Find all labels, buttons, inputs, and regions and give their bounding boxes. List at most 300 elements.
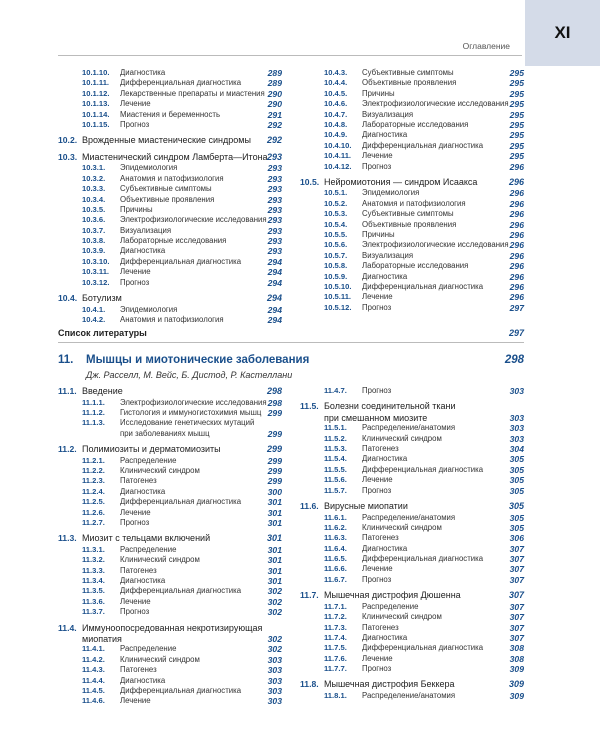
entry-title: Анатомия и патофизиология (120, 314, 224, 324)
entry-page: 307 (509, 632, 524, 643)
toc-entry-row[interactable] (58, 99, 282, 109)
entry-number: 10.4. (58, 293, 78, 304)
entry-number: 11.7.5. (324, 643, 347, 653)
entry-number: 11.3.6. (82, 596, 105, 606)
toc-entry-row[interactable] (300, 475, 524, 485)
toc-entry-row[interactable] (300, 691, 524, 701)
entry-number: 11.6.6. (324, 564, 347, 574)
toc-entry-row[interactable] (58, 278, 282, 288)
entry-number: 10.4.1. (82, 304, 106, 314)
toc-entry-row[interactable] (58, 497, 282, 507)
entry-title: Прогноз (362, 574, 392, 584)
entry-number: 11.5.2. (324, 433, 347, 443)
toc-entry-row[interactable] (300, 240, 524, 250)
entry-title: Клинический синдром (120, 654, 200, 664)
entry-number: 10.5.7. (324, 250, 348, 260)
entry-page: 296 (509, 229, 524, 240)
entry-page: 293 (267, 215, 282, 226)
toc-section-row[interactable] (58, 623, 282, 635)
toc-entry-row[interactable] (58, 315, 282, 325)
entry-title: Прогноз (362, 386, 392, 395)
toc-entry-row[interactable] (300, 523, 524, 533)
toc-entry-row[interactable] (58, 236, 282, 246)
toc-entry-row[interactable] (300, 141, 524, 151)
entry-title: Лечение (362, 151, 393, 161)
entry-number: 11.6. (300, 501, 319, 512)
entry-number: 11.4.6. (82, 696, 105, 706)
entry-page: 299 (267, 455, 282, 466)
entry-title: Прогноз (362, 161, 392, 171)
literature-entry[interactable] (58, 328, 524, 338)
entry-page: 301 (267, 517, 282, 528)
toc-entry-row[interactable] (300, 664, 524, 674)
toc-entry-row[interactable] (58, 120, 282, 130)
toc-entry-row[interactable] (58, 110, 282, 120)
toc-entry-row[interactable] (300, 220, 524, 230)
entry-number: 10.3.10. (82, 256, 110, 266)
toc-entry-row[interactable] (300, 89, 524, 99)
toc-entry-row[interactable] (58, 418, 282, 428)
toc-entry-row[interactable] (58, 89, 282, 99)
entry-title: Лечение (120, 267, 151, 277)
toc-entry-row[interactable] (300, 303, 524, 313)
toc-section-row[interactable] (58, 444, 282, 456)
entry-page: 295 (509, 109, 524, 120)
entry-number: 11.3. (58, 533, 77, 544)
toc-entry-row[interactable] (58, 456, 282, 466)
entry-page: 293 (267, 173, 282, 184)
toc-entry-row[interactable] (58, 184, 282, 194)
toc-entry-row[interactable] (300, 575, 524, 585)
entry-number: 10.5.6. (324, 240, 348, 250)
toc-entry-row[interactable] (58, 68, 282, 78)
toc-entry-row[interactable] (300, 413, 524, 423)
entry-number: 11.5.5. (324, 464, 347, 474)
entry-page: 302 (267, 607, 282, 618)
entry-number: 11.2.2. (82, 465, 105, 475)
toc-entry-row[interactable] (58, 267, 282, 277)
toc-entry-row[interactable] (300, 188, 524, 198)
entry-number: 10.5.11. (324, 292, 352, 302)
entry-page: 296 (509, 161, 524, 172)
entry-page: 289 (267, 78, 282, 89)
entry-title: при заболеваниях мышц (120, 428, 210, 438)
toc-entry-row[interactable] (58, 163, 282, 173)
entry-page: 301 (267, 575, 282, 586)
entry-title: Эпидемиология (120, 163, 178, 173)
toc-entry-row[interactable] (300, 230, 524, 240)
entry-title: Лабораторные исследования (362, 119, 469, 129)
toc-section-row[interactable] (58, 135, 282, 147)
entry-page: 295 (509, 119, 524, 130)
toc-entry-row[interactable] (300, 643, 524, 653)
entry-title: миопатия (82, 634, 122, 645)
entry-number: 11.6.5. (324, 554, 347, 564)
chapter-number: 11. (58, 354, 74, 366)
toc-section-row[interactable] (58, 152, 282, 164)
toc-column-bottom-right (300, 386, 524, 701)
toc-entry-row[interactable] (300, 110, 524, 120)
entry-page: 301 (267, 544, 282, 555)
toc-entry-row[interactable] (300, 99, 524, 109)
entry-page: 290 (267, 88, 282, 99)
entry-number: 10.5.1. (324, 188, 348, 198)
entry-page: 308 (509, 653, 524, 664)
toc-entry-row[interactable] (58, 174, 282, 184)
entry-title: Дифференциальная диагностика (120, 78, 242, 88)
toc-entry-row[interactable] (300, 633, 524, 643)
toc-entry-row[interactable] (300, 544, 524, 554)
entry-title: Патогенез (120, 565, 157, 575)
entry-title: Дифференциальная диагностика (120, 256, 242, 266)
entry-number: 10.3.12. (82, 277, 110, 287)
entry-page: 302 (267, 596, 282, 607)
entry-title: Лечение (120, 507, 151, 517)
entry-number: 11.4. (58, 622, 77, 633)
entry-title: Патогенез (120, 665, 157, 675)
entry-page: 301 (267, 507, 282, 518)
entry-page: 305 (509, 464, 524, 475)
entry-page: 296 (509, 271, 524, 282)
toc-entry-row[interactable] (300, 151, 524, 161)
entry-page: 295 (509, 88, 524, 99)
entry-title: Диагностика (120, 575, 166, 585)
entry-number: 10.1.14. (82, 109, 110, 119)
entry-number: 10.5.5. (324, 229, 348, 239)
toc-entry-row[interactable] (300, 251, 524, 261)
toc-entry-row[interactable] (300, 78, 524, 88)
entry-page: 308 (509, 643, 524, 654)
entry-title: Визуализация (120, 225, 172, 235)
page-number-tab (525, 0, 600, 66)
entry-page: 301 (267, 555, 282, 566)
toc-entry-row[interactable] (58, 566, 282, 576)
entry-number: 11.3.2. (82, 555, 105, 565)
literature-page: 297 (508, 328, 524, 338)
entry-number: 11.5.6. (324, 475, 347, 485)
toc-entry-row[interactable] (58, 78, 282, 88)
toc-entry-row[interactable] (300, 444, 524, 454)
entry-page: 294 (267, 314, 282, 325)
entry-page: 295 (509, 99, 524, 110)
toc-entry-row[interactable] (300, 554, 524, 564)
entry-title: Распределение (120, 644, 177, 654)
entry-number: 11.6.1. (324, 512, 347, 522)
entry-page: 303 (267, 675, 282, 686)
entry-number: 11.1.1. (82, 397, 105, 407)
entry-page: 296 (508, 176, 524, 187)
entry-title: Объективные проявления (362, 219, 457, 229)
entry-page: 305 (509, 475, 524, 486)
entry-title: Визуализация (362, 109, 414, 119)
entry-title: Иммуноопосредованная некротизирующая (82, 622, 263, 633)
toc-entry-row[interactable] (300, 199, 524, 209)
toc-entry-row[interactable] (58, 226, 282, 236)
toc-entry-row[interactable] (58, 634, 282, 644)
entry-page: 294 (267, 304, 282, 315)
toc-entry-row[interactable] (300, 130, 524, 140)
entry-title: Распределение (120, 544, 177, 554)
entry-page: 296 (509, 292, 524, 303)
toc-entry-row[interactable] (300, 623, 524, 633)
entry-title: Лечение (120, 99, 151, 109)
entry-title: Прогноз (120, 517, 150, 527)
toc-entry-row[interactable] (300, 486, 524, 496)
entry-number: 10.5. (300, 176, 320, 187)
toc-entry-row[interactable] (58, 508, 282, 518)
entry-number: 10.3.9. (82, 246, 106, 256)
entry-number: 10.4.5. (324, 88, 348, 98)
entry-page: 292 (267, 119, 282, 130)
entry-title: Прогноз (120, 277, 150, 287)
entry-number: 10.3. (58, 151, 78, 162)
entry-page: 299 (267, 428, 282, 439)
toc-entry-row[interactable] (300, 602, 524, 612)
toc-entry-row[interactable] (58, 476, 282, 486)
entry-page: 299 (267, 476, 282, 487)
entry-title: Электрофизиологические исследования (120, 215, 267, 225)
toc-entry-row[interactable] (300, 612, 524, 622)
entry-number: 11.4.3. (82, 665, 105, 675)
entry-page: 296 (509, 188, 524, 199)
entry-title: Прогноз (362, 485, 392, 495)
entry-title: Болезни соединительной ткани (324, 401, 456, 412)
entry-number: 11.8. (300, 679, 319, 690)
entry-title: Дифференциальная диагностика (362, 464, 484, 474)
toc-entry-row[interactable] (300, 454, 524, 464)
toc-entry-row[interactable] (300, 434, 524, 444)
toc-section-row[interactable] (300, 590, 524, 602)
entry-title: Дифференциальная диагностика (120, 685, 242, 695)
toc-column-top-left (58, 68, 282, 325)
toc-entry-row[interactable] (58, 466, 282, 476)
entry-title: Лечение (362, 653, 393, 663)
entry-title: Электрофизиологические исследования (120, 397, 267, 407)
entry-title: Клинический синдром (362, 433, 442, 443)
toc-entry-row[interactable] (300, 292, 524, 302)
entry-page: 305 (509, 522, 524, 533)
entry-title: Эпидемиология (120, 304, 178, 314)
entry-title: Миозит с тельцами включений (82, 533, 211, 544)
entry-title: Патогенез (362, 622, 399, 632)
entry-page: 296 (509, 209, 524, 220)
running-header: Оглавление (462, 41, 510, 51)
toc-entry-row[interactable] (58, 195, 282, 205)
entry-page: 305 (509, 512, 524, 523)
toc-entry-row[interactable] (58, 655, 282, 665)
entry-number: 11.2.7. (82, 517, 105, 527)
entry-title: Распределение (120, 455, 177, 465)
toc-column-top-right (300, 68, 524, 313)
entry-title: Клинический синдром (120, 555, 200, 565)
entry-title: Дифференциальная диагностика (362, 643, 484, 653)
entry-page: 309 (509, 664, 524, 675)
toc-entry-row[interactable] (58, 305, 282, 315)
entry-title: Клинический синдром (362, 612, 442, 622)
toc-section-row[interactable] (58, 533, 282, 545)
entry-title: Объективные проявления (362, 78, 457, 88)
toc-section-row[interactable] (58, 386, 282, 398)
toc-entry-row[interactable] (58, 686, 282, 696)
entry-page: 303 (509, 423, 524, 434)
entry-number: 10.1.10. (82, 68, 110, 77)
entry-page: 295 (509, 78, 524, 89)
entry-number: 10.1.11. (82, 78, 110, 88)
toc-entry-row[interactable] (58, 586, 282, 596)
toc-entry-row[interactable] (300, 68, 524, 78)
toc-entry-row[interactable] (58, 607, 282, 617)
toc-entry-row[interactable] (58, 696, 282, 706)
toc-entry-row[interactable] (58, 676, 282, 686)
entry-page: 305 (509, 454, 524, 465)
entry-number: 11.6.2. (324, 522, 347, 532)
entry-title: Объективные проявления (120, 194, 215, 204)
entry-number: 11.4.5. (82, 685, 105, 695)
entry-page: 303 (267, 685, 282, 696)
entry-number: 11.6.3. (324, 533, 347, 543)
toc-entry-row[interactable] (58, 398, 282, 408)
entry-page: 293 (267, 246, 282, 257)
entry-title: Диагностика (362, 130, 408, 140)
entry-page: 296 (509, 250, 524, 261)
entry-number: 11.5.3. (324, 444, 347, 454)
toc-entry-row[interactable] (300, 423, 524, 433)
toc-entry-row[interactable] (58, 205, 282, 215)
entry-title: Гистология и иммуногистохимия мышц (120, 407, 262, 417)
toc-entry-row[interactable] (300, 162, 524, 172)
toc-entry-row[interactable] (58, 487, 282, 497)
toc-entry-row[interactable] (58, 545, 282, 555)
entry-title: Диагностика (362, 632, 408, 642)
entry-title: Субъективные симптомы (120, 184, 212, 194)
entry-page: 293 (267, 204, 282, 215)
entry-page: 293 (266, 151, 282, 162)
entry-number: 11.3.4. (82, 575, 105, 585)
toc-entry-row[interactable] (58, 665, 282, 675)
entry-page: 302 (267, 586, 282, 597)
toc-entry-row[interactable] (58, 215, 282, 225)
toc-entry-row[interactable] (58, 518, 282, 528)
entry-page: 303 (267, 665, 282, 676)
toc-section-row[interactable] (300, 177, 524, 189)
toc-section-row[interactable] (300, 501, 524, 513)
entry-number: 11.3.7. (82, 607, 105, 617)
toc-entry-row[interactable] (300, 465, 524, 475)
entry-number: 10.5.10. (324, 281, 352, 291)
toc-entry-row[interactable] (300, 654, 524, 664)
entry-page: 295 (509, 130, 524, 141)
literature-label: Список литературы (58, 328, 147, 338)
entry-title: Электрофизиологические исследования (362, 240, 509, 250)
entry-number: 11.7. (300, 590, 319, 601)
entry-number: 10.5.2. (324, 198, 348, 208)
entry-title: Диагностика (120, 68, 166, 77)
entry-number: 10.3.11. (82, 267, 110, 277)
entry-number: 10.5.9. (324, 271, 348, 281)
toc-entry-row[interactable] (58, 644, 282, 654)
entry-title: Введение (82, 386, 123, 396)
entry-number: 10.5.8. (324, 261, 348, 271)
toc-entry-row[interactable] (58, 257, 282, 267)
toc-entry-row[interactable] (300, 564, 524, 574)
entry-number: 11.4.2. (82, 654, 105, 664)
toc-section-row[interactable] (300, 679, 524, 691)
entry-title: Мышечная дистрофия Дюшенна (324, 590, 461, 601)
entry-page: 307 (509, 612, 524, 623)
chapter-title: Мышцы и миотонические заболевания (86, 354, 310, 366)
entry-page: 293 (267, 236, 282, 247)
entry-page: 296 (509, 281, 524, 292)
entry-title: Диагностика (362, 271, 408, 281)
entry-page: 293 (267, 184, 282, 195)
entry-page: 299 (267, 407, 282, 418)
entry-page: 299 (267, 465, 282, 476)
entry-number: 11.2.4. (82, 486, 105, 496)
toc-entry-row[interactable] (58, 597, 282, 607)
entry-title: Вирусные миопатии (324, 501, 408, 512)
entry-number: 11.2.3. (82, 476, 105, 486)
toc-entry-row[interactable] (58, 429, 282, 439)
entry-page: 309 (509, 690, 524, 701)
entry-page: 293 (267, 194, 282, 205)
toc-entry-row[interactable] (300, 209, 524, 219)
entry-page: 306 (509, 533, 524, 544)
chapter-heading[interactable] (58, 354, 524, 368)
entry-page: 303 (509, 433, 524, 444)
toc-entry-row[interactable] (58, 576, 282, 586)
toc-entry-row[interactable] (58, 408, 282, 418)
toc-entry-row[interactable] (300, 272, 524, 282)
toc-entry-row[interactable] (58, 555, 282, 565)
entry-page: 305 (508, 501, 524, 512)
entry-page: 296 (509, 219, 524, 230)
toc-entry-row[interactable] (58, 246, 282, 256)
toc-column-bottom-left (58, 386, 282, 707)
entry-number: 11.2. (58, 444, 77, 455)
entry-page: 295 (509, 140, 524, 151)
entry-title: Лечение (362, 564, 393, 574)
chapter-authors: Дж. Расселл, М. Вейс, Б. Дистод, Р. Кастеллани (86, 370, 293, 380)
entry-number: 10.3.1. (82, 163, 106, 173)
toc-entry-row[interactable] (300, 282, 524, 292)
chapter-divider (58, 342, 524, 343)
entry-title: Причины (362, 229, 395, 239)
entry-title: Лечение (362, 292, 393, 302)
entry-title: Прогноз (120, 607, 150, 617)
chapter-page: 298 (504, 354, 524, 366)
entry-number: 11.1.3. (82, 418, 105, 428)
entry-number: 10.5.3. (324, 209, 348, 219)
entry-title: Дифференциальная диагностика (120, 497, 242, 507)
entry-page: 303 (267, 696, 282, 707)
entry-page: 307 (509, 601, 524, 612)
toc-entry-row[interactable] (300, 261, 524, 271)
toc-entry-row[interactable] (300, 513, 524, 523)
toc-entry-row[interactable] (300, 386, 524, 396)
entry-page: 305 (509, 485, 524, 496)
toc-entry-row[interactable] (300, 533, 524, 543)
toc-section-row[interactable] (58, 293, 282, 305)
toc-entry-row[interactable] (300, 120, 524, 130)
entry-title: Дифференциальная диагностика (120, 586, 242, 596)
entry-title: Субъективные симптомы (362, 209, 454, 219)
toc-section-row[interactable] (300, 401, 524, 413)
entry-number: 11.2.1. (82, 455, 105, 465)
entry-title: Дифференциальная диагностика (362, 554, 484, 564)
entry-number: 11.5.4. (324, 454, 347, 464)
entry-title: Лечение (120, 696, 151, 706)
entry-title: Распределение/анатомия (362, 423, 456, 433)
